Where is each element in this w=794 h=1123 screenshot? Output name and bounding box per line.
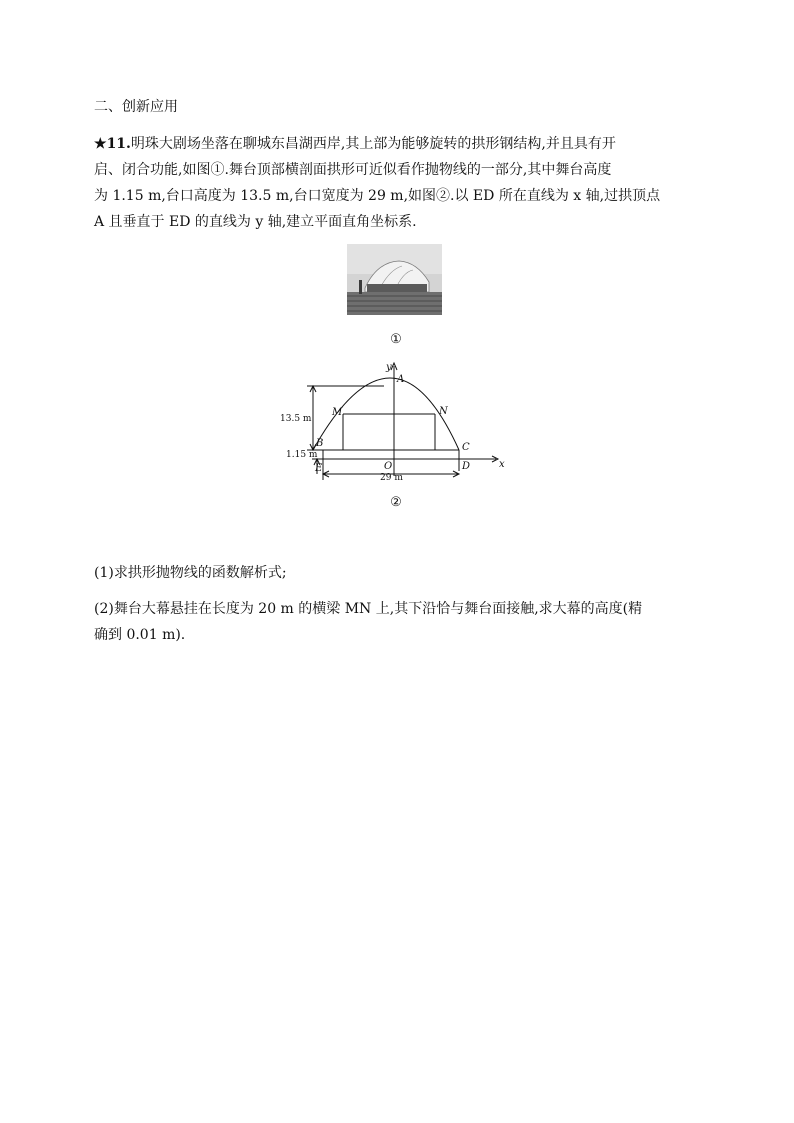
problem-text-1: 明珠大剧场坐落在聊城东昌湖西岸,其上部为能够旋转的拱形钢结构,并且具有开 [130, 136, 616, 152]
problem-number: 11. [106, 136, 131, 152]
problem-line-3: 为 1.15 m,台口高度为 13.5 m,台口宽度为 29 m,如图②.以 ED 所在直线为 x 轴,过拱顶点 [94, 188, 661, 204]
label-o: O [384, 461, 393, 472]
parabola-diagram [280, 358, 520, 490]
label-e: E [315, 463, 323, 474]
label-c: C [462, 442, 470, 453]
label-n: N [439, 406, 448, 417]
label-d: D [462, 461, 471, 472]
star-icon: ★ [94, 136, 107, 152]
theater-photo [347, 244, 442, 315]
label-m: M [332, 407, 343, 418]
dim-label-1-15: 1.15 m [286, 450, 318, 460]
figure1-caption: ① [390, 332, 402, 347]
label-a: A [397, 374, 405, 385]
figure2-caption: ② [390, 495, 402, 510]
label-y: y [386, 362, 392, 373]
subquestion-2-cont: 确到 0.01 m). [94, 627, 186, 643]
label-x: x [499, 459, 505, 470]
subquestion-2: (2)舞台大幕悬挂在长度为 20 m 的横梁 MN 上,其下沿恰与舞台面接触,求大幕的高度(精 [94, 601, 643, 617]
problem-line-2: 启、闭合功能,如图①.舞台顶部横剖面拱形可近似看作抛物线的一部分,其中舞台高度 [94, 162, 612, 178]
problem-line-4: A 且垂直于 ED 的直线为 y 轴,建立平面直角坐标系. [94, 214, 417, 230]
dim-label-13-5: 13.5 m [280, 414, 312, 424]
section-title: 二、创新应用 [94, 99, 178, 115]
dim-label-29: 29 m [380, 473, 403, 483]
problem-line-1 [94, 131, 616, 157]
subquestion-1: (1)求拱形抛物线的函数解析式; [94, 565, 287, 581]
label-b: B [316, 438, 324, 449]
